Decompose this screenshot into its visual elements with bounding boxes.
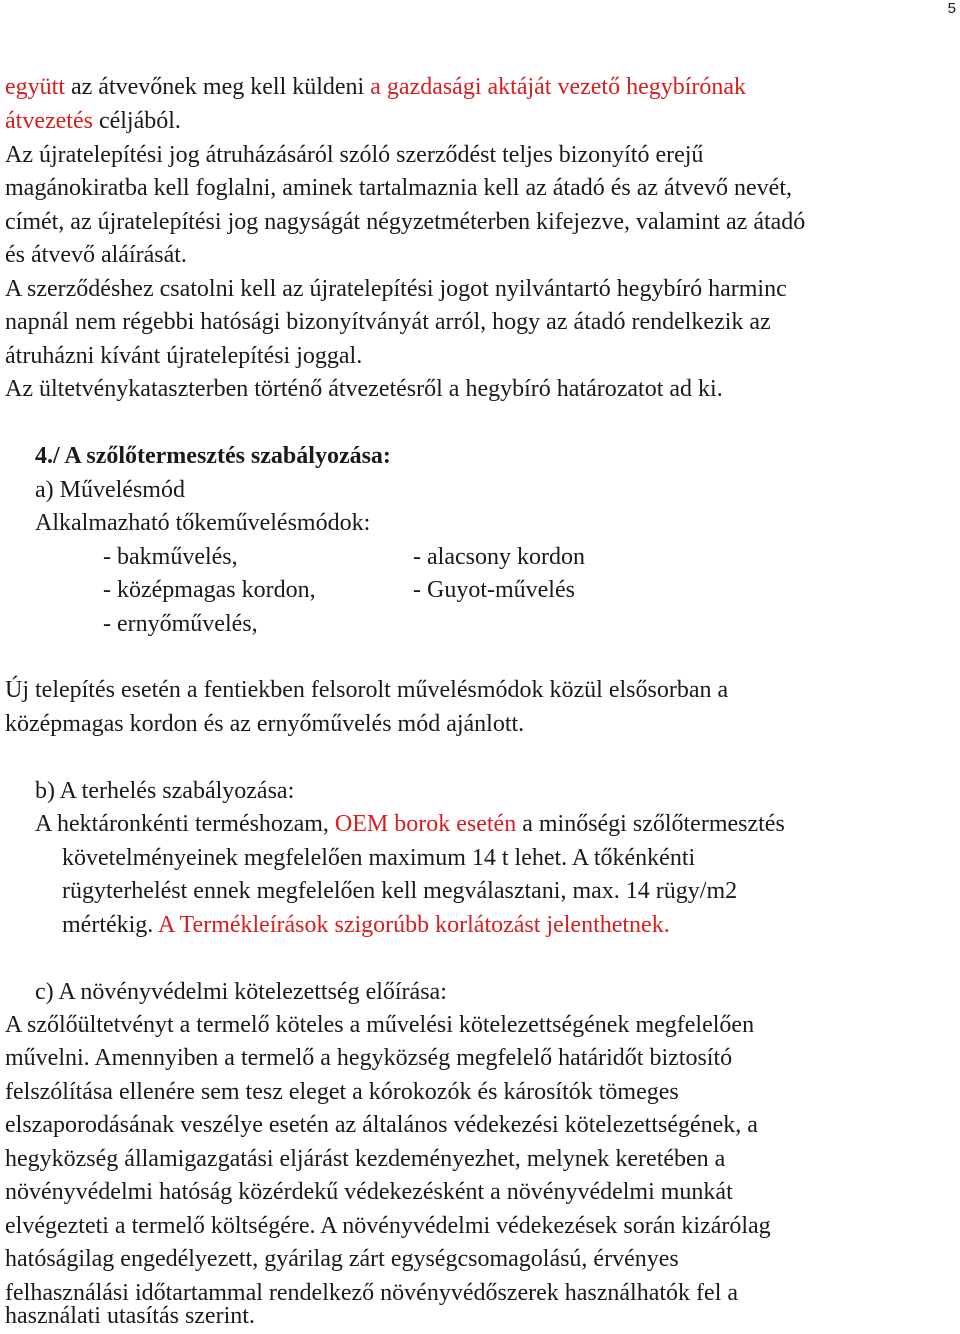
load-line-3: rügyterhelést ennek megfelelően kell megválasztani, max. 14 rügy/m2 [62,878,738,904]
protection-line: elvégezteti a termelő költségére. A növényvédelmi védekezések során kizárólag [5,1213,771,1239]
highlighted-text: a gazdasági aktáját vezető hegybírónak [370,74,747,100]
paragraph-2-line-3: címét, az újratelepítési jog nagyságát négyzetméterben kifejezve, valamint az átadó [5,209,806,235]
body-text: az átvevőnek meg kell küldeni [65,74,371,100]
paragraph-3-line-2: napnál nem régebbi hatósági bizonyítványát arról, hogy az átadó rendelkezik az [5,309,771,335]
paragraph-2-line-4: és átvevő aláírását. [5,242,187,268]
load-line-1 [35,807,785,841]
protection-line: felhasználási időtartammal rendelkező növényvédőszerek használhatók fel a [5,1280,739,1306]
protection-line: elszaporodásának veszélye esetén az általános védekezési kötelezettségének, a [5,1112,758,1138]
recommendation-line-2: középmagas kordon és az ernyőművelés mód ajánlott. [5,711,525,737]
highlighted-text: együtt [5,74,65,100]
highlighted-text: átvezetés [5,108,93,134]
section-heading: 4./ A szőlőtermesztés szabályozása: [35,443,391,469]
page-number: 5 [947,0,956,17]
body-text: céljából. [92,108,181,134]
method-item: - középmagas kordon, [103,577,316,603]
protection-line: növényvédelmi hatóság közérdekű védekezésként a növényvédelmi munkát [5,1179,733,1205]
load-line-2: követelményeinek megfelelően maximum 14 t lehet. A tőkénkénti [62,845,696,871]
method-item: - ernyőművelés, [103,611,258,637]
method-item: - bakművelés, [103,544,238,570]
body-text: mértékig. [62,912,158,938]
body-text: A hektáronkénti terméshozam, [35,811,335,837]
paragraph-2-line-2: magánokiratba kell foglalni, aminek tartalmaznia kell az átadó és az átvevő nevét, [5,175,792,201]
protection-line: művelni. Amennyiben a termelő a hegyközség megfelelő határidőt biztosító [5,1045,733,1071]
paragraph-1-line-2 [5,104,181,138]
protection-line: használati utasítás szerint. [5,1303,255,1329]
paragraph-3-line-4: Az ültetvénykataszterben történő átvezetésről a hegybíró határozatot ad ki. [5,376,723,402]
subsection-a-title: a) Művelésmód [35,477,185,503]
recommendation-line-1: Új telepítés esetén a fentiekben felsorolt művelésmódok közül elsősorban a [5,677,729,703]
paragraph-1-line-1 [5,70,746,104]
load-line-4 [62,908,670,942]
protection-line: hatóságilag engedélyezett, gyárilag zárt egységcsomagolású, érvényes [5,1246,679,1272]
paragraph-3-line-1: A szerződéshez csatolni kell az újratelepítési jogot nyilvántartó hegybíró harminc [5,276,787,302]
subsection-c-title: c) A növényvédelmi kötelezettség előírása: [35,979,447,1005]
paragraph-2-line-1: Az újratelepítési jog átruházásáról szóló szerződést teljes bizonyító erejű [5,142,704,168]
paragraph-3-line-3: átruházni kívánt újratelepítési joggal. [5,343,363,369]
highlighted-text: A Termékleírások szigorúbb korlátozást jelenthetnek. [157,912,670,938]
method-item: - alacsony kordon [413,544,585,570]
protection-line: hegyközség államigazgatási eljárást kezdeményezhet, melynek keretében a [5,1146,726,1172]
protection-line: felszólítása ellenére sem tesz eleget a kórokozók és károsítók tömeges [5,1079,679,1105]
body-text: a minőségi szőlőtermesztés [516,811,785,837]
subsection-b-title: b) A terhelés szabályozása: [35,778,295,804]
method-item: - Guyot-művelés [413,577,575,603]
methods-intro: Alkalmazható tőkeművelésmódok: [35,510,371,536]
highlighted-text: OEM borok esetén [334,811,517,837]
protection-line: A szőlőültetvényt a termelő köteles a művelési kötelezettségének megfelelően [5,1012,755,1038]
